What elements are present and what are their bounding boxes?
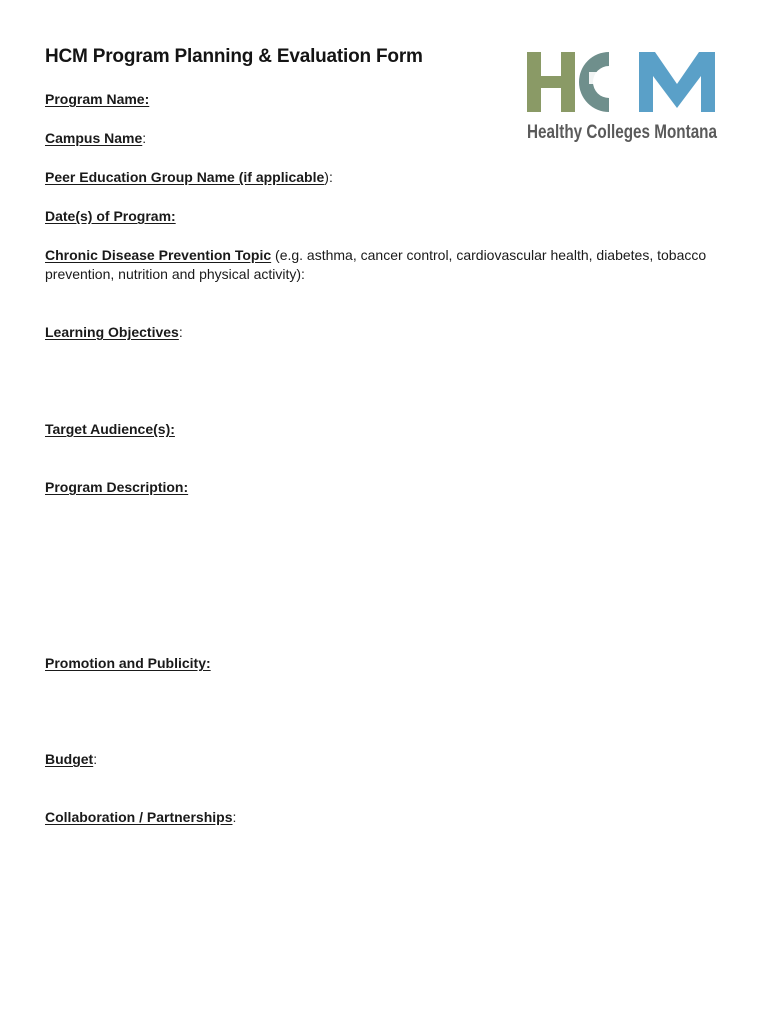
field-suffix: : bbox=[178, 324, 183, 340]
field-label: Chronic Disease Prevention Topic bbox=[45, 247, 272, 263]
logo-caption: Healthy Colleges Montana bbox=[527, 122, 718, 143]
field-program-description bbox=[45, 478, 735, 497]
field-label: Learning Objectives bbox=[45, 324, 179, 340]
field-label: Target Audience(s): bbox=[45, 421, 175, 437]
field-target-audience bbox=[45, 420, 735, 439]
field-collaboration-partnerships bbox=[45, 808, 735, 827]
field-label: Program Name: bbox=[45, 91, 150, 107]
field-budget bbox=[45, 750, 735, 769]
field-peer-education-group bbox=[45, 168, 735, 187]
field-label: Campus Name bbox=[45, 130, 143, 146]
field-label: Collaboration / Partnerships bbox=[45, 809, 233, 825]
field-suffix: : bbox=[142, 130, 147, 146]
field-learning-objectives bbox=[45, 323, 735, 342]
field-label: Promotion and Publicity: bbox=[45, 655, 211, 671]
montana-state-icon bbox=[589, 72, 625, 88]
field-suffix: ): bbox=[324, 169, 333, 185]
field-suffix: : bbox=[232, 809, 237, 825]
field-label: Budget bbox=[45, 751, 94, 767]
page-title: HCM Program Planning & Evaluation Form bbox=[45, 46, 423, 67]
field-program-dates bbox=[45, 207, 735, 226]
field-campus-name bbox=[45, 129, 735, 148]
field-suffix: : bbox=[93, 751, 98, 767]
field-suffix: (e.g. asthma, cancer control, cardiovascular health, diabetes, tobacco prevention, nutrition and physical activity): bbox=[45, 247, 707, 282]
field-program-name bbox=[45, 90, 735, 109]
field-prevention-topic bbox=[45, 246, 735, 284]
field-label: Program Description: bbox=[45, 479, 189, 495]
field-promotion-publicity bbox=[45, 654, 735, 673]
field-label: Peer Education Group Name (if applicable bbox=[45, 169, 325, 185]
field-label: Date(s) of Program: bbox=[45, 208, 176, 224]
